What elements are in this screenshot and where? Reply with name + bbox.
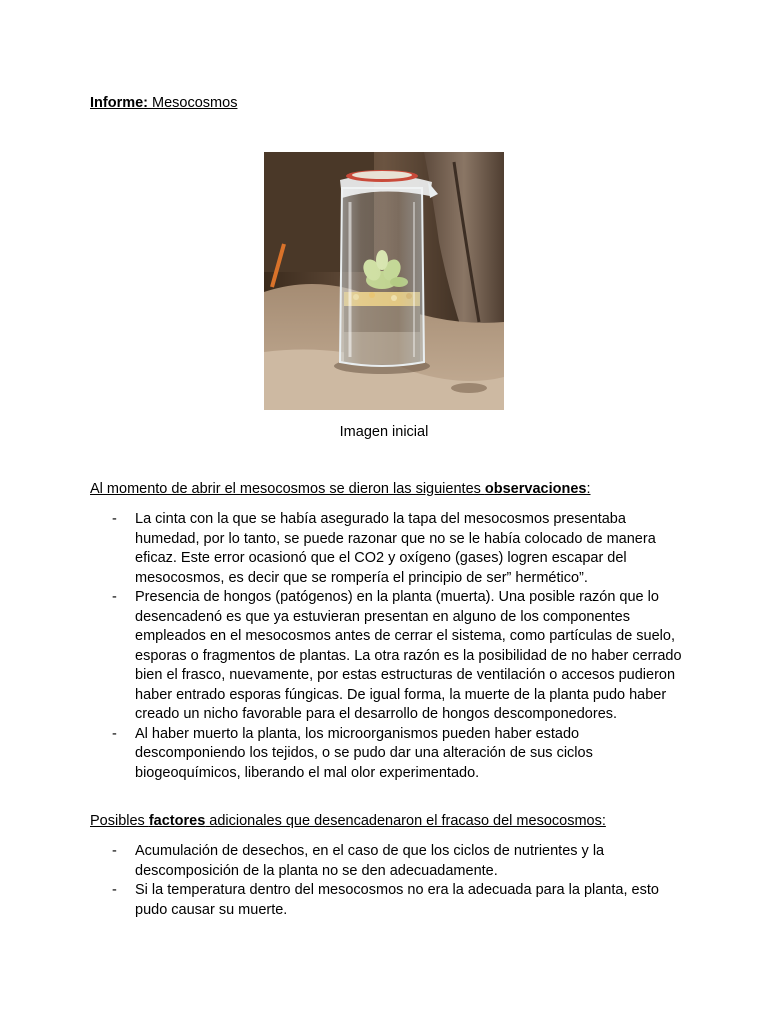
observations-heading-colon: :	[586, 481, 591, 497]
factors-heading	[90, 812, 606, 831]
observation-text: Presencia de hongos (patógenos) en la planta (muerta). Una posible razón que lo desencadenó es que ya estuvieran presentan en alguno de los componentes empleados en el mesocosmos antes de cerrar el sistema, como partículas de suelo, esporas o fragmentos de plantas. La otra razón es la posibilidad de no haber cerrado bien el frasco, nuevamente, por estas estructuras de ventilación o accesos pudieron haber entrado esporas fúngicas. De igual forma, la muerte de la planta pudo haber creado un nicho favorable para el desarrollo de hongos descomponedores.	[135, 589, 682, 722]
image-caption: Imagen inicial	[339, 424, 429, 440]
observation-item	[90, 588, 690, 725]
factors-heading-rest: adicionales que desencadenaron el fracaso del mesocosmos:	[205, 813, 606, 829]
observation-item	[90, 510, 690, 588]
observation-text: Al haber muerto la planta, los microorganismos pueden haber estado descomponiendo los tejidos, o se pudo dar una alteración de sus ciclos biogeoquímicos, liberando el mal olor experimentado.	[135, 725, 593, 781]
bullet-dash: -	[112, 589, 117, 605]
factors-list	[90, 842, 690, 920]
observations-list	[90, 510, 690, 783]
factor-text: Acumulación de desechos, en el caso de que los ciclos de nutrientes y la descomposición de la planta no se den adecuadamente.	[135, 843, 605, 879]
document-title	[90, 94, 237, 112]
bullet-dash: -	[112, 882, 117, 898]
factors-heading-text: Posibles	[90, 813, 149, 829]
factor-text: Si la temperatura dentro del mesocosmos no era la adecuada para la planta, esto pudo causar su muerte.	[135, 882, 659, 918]
mesocosm-photo	[264, 152, 504, 410]
observation-text: La cinta con la que se había asegurado la tapa del mesocosmos presentaba humedad, por lo tanto, se puede razonar que no se le había colocado de manera eficaz. Este error ocasionó que el CO2 y oxígeno (gases) logren escapar del mesocosmos, es decir que se rompería el principio de ser” hermético”.	[135, 511, 656, 586]
observations-heading	[90, 480, 591, 499]
observations-heading-text: Al momento de abrir el mesocosmos se dieron las siguientes	[90, 481, 485, 497]
factor-item	[90, 881, 690, 920]
factor-item	[90, 842, 690, 881]
factors-heading-bold: factores	[148, 813, 206, 829]
observation-item	[90, 725, 690, 784]
title-text: Mesocosmos	[148, 95, 238, 111]
bullet-dash: -	[112, 843, 117, 859]
bullet-dash: -	[112, 511, 117, 527]
title-label	[90, 95, 237, 111]
observations-heading-bold: observaciones	[484, 481, 587, 497]
title-bold: Informe:	[90, 95, 148, 111]
bullet-dash: -	[112, 725, 117, 742]
mesocosm-jar-image	[264, 152, 504, 410]
